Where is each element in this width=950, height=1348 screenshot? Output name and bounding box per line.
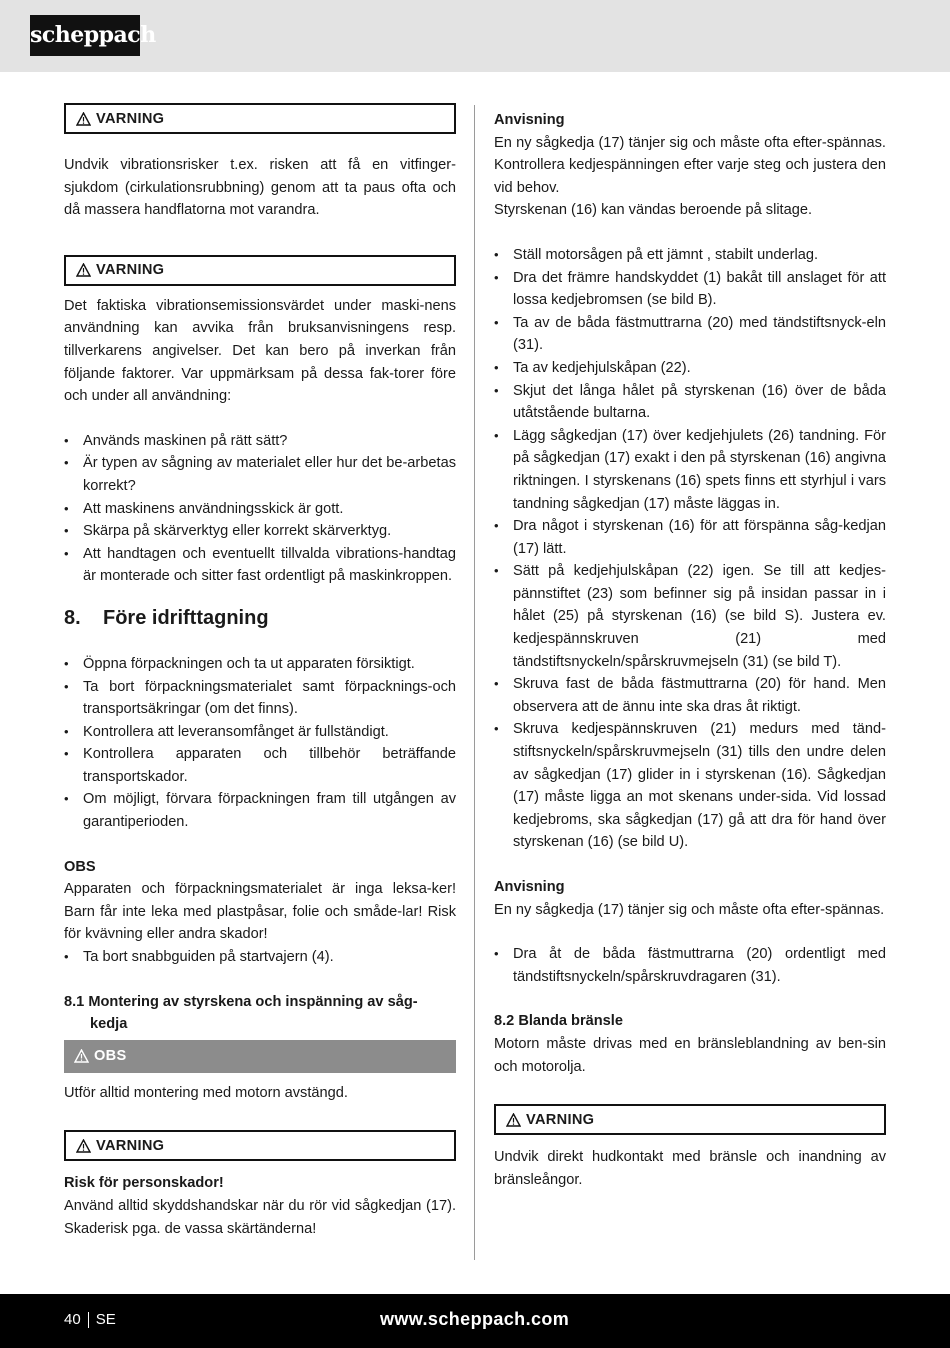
warning-triangle-icon (76, 112, 91, 126)
list-item: • Ta bort snabbguiden på startvajern (4). (64, 946, 456, 969)
list-item: • Sätt på kedjehjulskåpan (22) igen. Se till att kedjes-pännstiftet (23) som befinner sig på insidan passar in i hålet (25) på styrskenan (16) (se bild S). Justera ev. kedjespännskruven (21) med tändstiftsnyckeln/spårskruvmejseln (31) (se bild T). (494, 560, 886, 673)
warning-box-3 (64, 1130, 456, 1161)
subsection-8-2-heading: 8.2 Blanda bränsle (494, 1013, 623, 1030)
obs-box (64, 1040, 456, 1073)
list-item: • Ta av kedjehjulskåpan (22). (494, 357, 886, 380)
list-item: • Ställ motorsågen på ett jämnt , stabilt underlag. (494, 244, 886, 267)
warning-box-1 (64, 103, 456, 134)
warning-4-text: Undvik direkt hudkontakt med bränsle och inandning av bränsleångor. (494, 1149, 886, 1188)
page-number: 40 (64, 1311, 81, 1328)
right-column (494, 103, 886, 1191)
anvisning-1-text: En ny sågkedja (17) tänjer sig och måste ofta efter-spännas. Kontrollera kedjespänningen efter varje steg och justera den vid behov. (494, 134, 886, 196)
list-item: • Öppna förpackningen och ta ut apparaten försiktigt. (64, 653, 456, 676)
warning-box-2 (64, 255, 456, 286)
website-link[interactable]: www.scheppach.com (380, 1309, 570, 1329)
obs-label: OBS (94, 1048, 127, 1065)
list-item: • Är typen av sågning av materialet eller hur det be-arbetas korrekt? (64, 452, 456, 497)
list-item: • Används maskinen på rätt sätt? (64, 430, 456, 453)
subsection-8-2-text: Motorn måste drivas med en bränsleblandning av ben-sin och motorolja. (494, 1035, 886, 1075)
list-item: • Dra åt de båda fästmuttrarna (20) ordentligt med tändstiftsnyckeln/spårskruvdragaren (31). (494, 943, 886, 988)
footer-bar (0, 1294, 950, 1348)
list-item: • Dra något i styrskenan (16) för att förspänna såg-kedjan (17) lätt. (494, 515, 886, 560)
warning-label: VARNING (96, 110, 165, 127)
obs-list (64, 946, 456, 969)
language-code: SE (95, 1311, 116, 1328)
list-item: • Skruva kedjespännskruven (21) medurs med tänd-stiftsnyckeln/spårskruvmejseln (31) tills den undre delen av sågkedjan (17) glider in i styrskenan (16). Sågkedjan (17) måste ligga an mot skenans under-sida. Vid lossad kedjebroms, ska sågkedjan (17) gå att dra för hand över styrskenan (16) (se bild U). (494, 718, 886, 854)
header-bar (0, 0, 950, 72)
obs-box-text: Utför alltid montering med motorn avstängd. (64, 1084, 348, 1101)
brand-logo-text: scheppach (30, 22, 156, 48)
page-separator (88, 1312, 89, 1328)
warning-triangle-icon (76, 263, 91, 277)
list-item: • Att maskinens användningsskick är gott. (64, 498, 456, 521)
vibration-factors-list (64, 430, 456, 588)
warning-box-4 (494, 1104, 886, 1135)
list-item: • Lägg sågkedjan (17) över kedjehjulets (26) tandning. För på sågkedjan (17) exakt i den på styrskenan (16) angivna riktningen. I styrskenans (16) spets finns ett styrhjul i vars tandning sågkedjan (17) måste läggas in. (494, 425, 886, 515)
obs-text: Apparaten och förpackningsmaterialet är inga leksa-ker! Barn får inte leka med plastpåsar, folie och småde-lar! Risk för kvävning eller andra skador! (64, 881, 456, 943)
list-item: • Dra det främre handskyddet (1) bakåt till anslaget för att lossa kedjebromsen (se bild B). (494, 267, 886, 312)
unpacking-list (64, 653, 456, 834)
anvisning-1-text-2: Styrskenan (16) kan vändas beroende på slitage. (494, 202, 813, 219)
warning-3-heading: Risk för personskador! (64, 1175, 224, 1192)
anvisning-2-heading: Anvisning (494, 879, 565, 895)
page-indicator (64, 1310, 116, 1330)
left-column (64, 103, 456, 1240)
warning-label: VARNING (96, 1137, 165, 1154)
warning-2-text: Det faktiska vibrationsemissionsvärdet under maski-nens användning kan avvika från bruksanvisningens resp. tillverkarens angivelser. Det kan bero på inverkan från följande faktorer. Var uppmärksam på dessa fak-torer före och under all användning: (64, 297, 456, 405)
list-item: • Ta av de båda fästmuttrarna (20) med tändstiftsnyck-eln (31). (494, 312, 886, 357)
list-item: • Ta bort förpackningsmaterialet samt förpacknings-och transportsäkringar (om det finns). (64, 676, 456, 721)
list-item: • Att handtagen och eventuellt tillvalda vibrations-handtag är monterade och sitter fast ordentligt på maskinkroppen. (64, 543, 456, 588)
brand-logo (30, 15, 156, 56)
anvisning-2-text: En ny sågkedja (17) tänjer sig och måste ofta efter-spännas. (494, 901, 885, 918)
warning-triangle-icon (506, 1113, 521, 1127)
assembly-steps-list (494, 244, 886, 854)
subsection-8-1-heading (64, 991, 456, 1036)
list-item: • Skjut det långa hålet på styrskenan (16) över de båda utåtstående bultarna. (494, 380, 886, 425)
list-item: • Skruva fast de båda fästmuttrarna (20) för hand. Men observera att de ännu inte ska dras åt riktigt. (494, 673, 886, 718)
warning-1-text: Undvik vibrationsrisker t.ex. risken att få en vitfinger-sjukdom (cirkulationsrubbning) genom att ta paus ofta och då massera handflatorna mot varandra. (64, 157, 456, 219)
obs-heading: OBS (64, 858, 96, 875)
list-item: • Om möjligt, förvara förpackningen fram till utgången av garantiperioden. (64, 788, 456, 833)
warning-triangle-icon (74, 1049, 89, 1063)
anvisning-1-heading: Anvisning (494, 112, 565, 128)
list-item: • Kontrollera apparaten och tillbehör beträffande transportskador. (64, 743, 456, 788)
list-item: • Kontrollera att leveransomfånget är fullständigt. (64, 721, 456, 744)
section-number: 8. (64, 606, 81, 629)
tighten-list (494, 943, 886, 988)
subsection-title-line2: kedja (90, 1016, 128, 1033)
subsection-title-line1: 8.1 Montering av styrskena och inspänning av såg- (64, 993, 418, 1010)
column-divider (474, 105, 475, 1260)
list-item: • Skärpa på skärverktyg eller korrekt skärverktyg. (64, 520, 456, 543)
section-8-heading (64, 605, 456, 631)
warning-3-text: Använd alltid skyddshandskar när du rör vid sågkedjan (17). Skaderisk pga. de vassa skärtänderna! (64, 1198, 456, 1237)
warning-triangle-icon (76, 1139, 91, 1153)
section-title: Före idrifttagning (103, 606, 269, 629)
warning-label: VARNING (526, 1111, 595, 1128)
warning-label: VARNING (96, 262, 165, 279)
